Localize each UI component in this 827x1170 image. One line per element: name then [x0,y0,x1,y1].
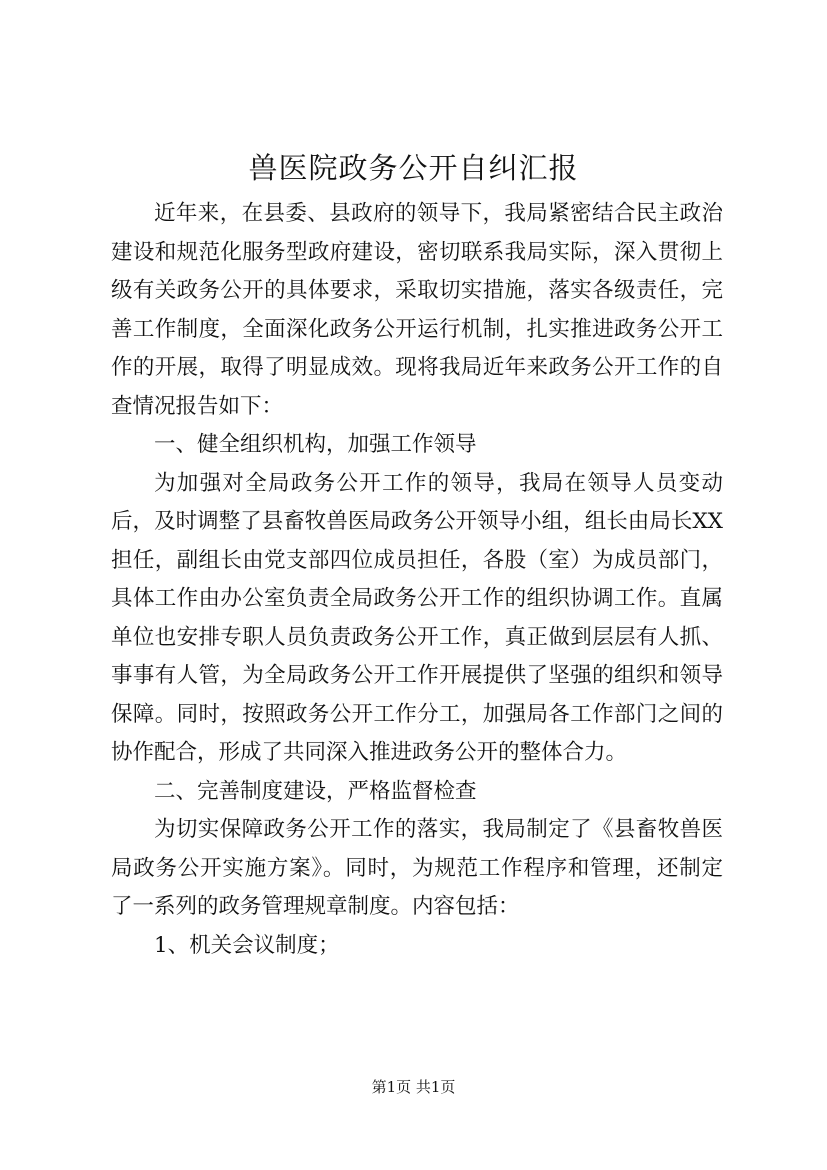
document-body [111,195,723,965]
list-item: 1、机关会议制度； [154,932,340,958]
section-heading-2: 二、完善制度建设，严格监督检查 [154,778,477,804]
section-heading-1: 一、健全组织机构，加强工作领导 [154,432,477,457]
intro-paragraph: 近年来，在县委、县政府的领导下，我局紧密结合民主政治建设和规范化服务型政府建设，密切联系我局实际，深入贯彻上级有关政务公开的具体要求，采取切实措施，落实各级责任，完善工作制度，全面深化政务公开运行机制，扎实推进政务公开工作的开展，取得了明显成效。现将我局近年来政务公开工作的自查情况报告如下： [111,201,723,419]
section-1-paragraph: 为加强对全局政务公开工作的领导，我局在领导人员变动后，及时调整了县畜牧兽医局政务公开领导小组，组长由局长XX担任，副组长由党支部四位成员担任，各股（室）为成员部门，具体工作由办公室负责全局政务公开工作的组织协调工作。直属单位也安排专职人员负责政务公开工作，真正做到层层有人抓、事事有人管，为全局政务公开工作开展提供了坚强的组织和领导保障。同时，按照政务公开工作分工，加强局各工作部门之间的协作配合，形成了共同深入推进政务公开的整体合力。 [111,470,723,765]
section-2-paragraph: 为切实保障政务公开工作的落实，我局制定了《县畜牧兽医局政务公开实施方案》。同时，为规范工作程序和管理，还制定了一系列的政务管理规章制度。内容包括： [111,817,723,919]
page-footer: 第1页 共1页 [371,1078,456,1096]
document-title: 兽医院政务公开自纠汇报 [248,151,579,185]
